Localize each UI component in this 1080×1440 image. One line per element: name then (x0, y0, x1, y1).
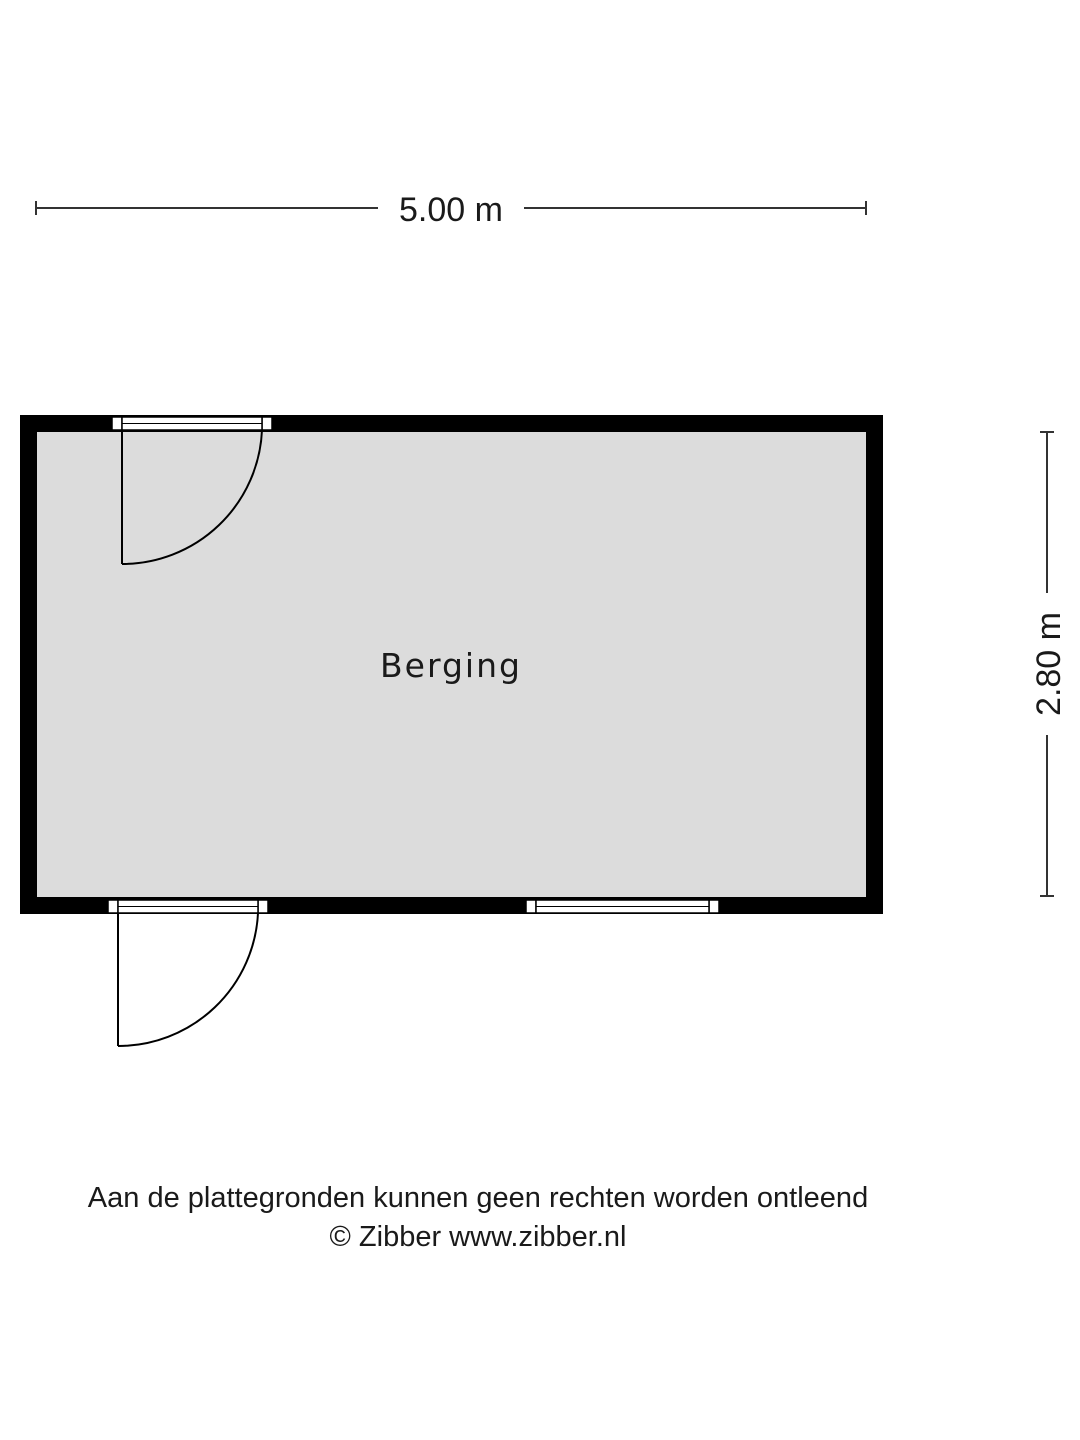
door-bottom-jamb-right (258, 900, 268, 913)
door-top-jamb-left (112, 417, 122, 430)
door-bottom-swing-arc (118, 913, 258, 1046)
room-berging (20, 415, 883, 1046)
window-bottom-jamb-right (709, 900, 719, 913)
depth-dimension (1030, 432, 1068, 896)
window-bottom-jamb-left (526, 900, 536, 913)
room-label: Berging (380, 646, 522, 685)
door-top-jamb-right (262, 417, 272, 430)
door-bottom-jamb-left (108, 900, 118, 913)
disclaimer-text: Aan de plattegronden kunnen geen rechten worden ontleend (87, 1182, 869, 1214)
window-bottom (526, 900, 719, 913)
width-dimension (36, 191, 866, 229)
width-dimension-label: 5.00 m (399, 191, 503, 229)
depth-dimension-label: 2.80 m (1030, 612, 1068, 716)
copyright-text: © Zibber www.zibber.nl (329, 1221, 627, 1253)
door-bottom (108, 900, 268, 1046)
